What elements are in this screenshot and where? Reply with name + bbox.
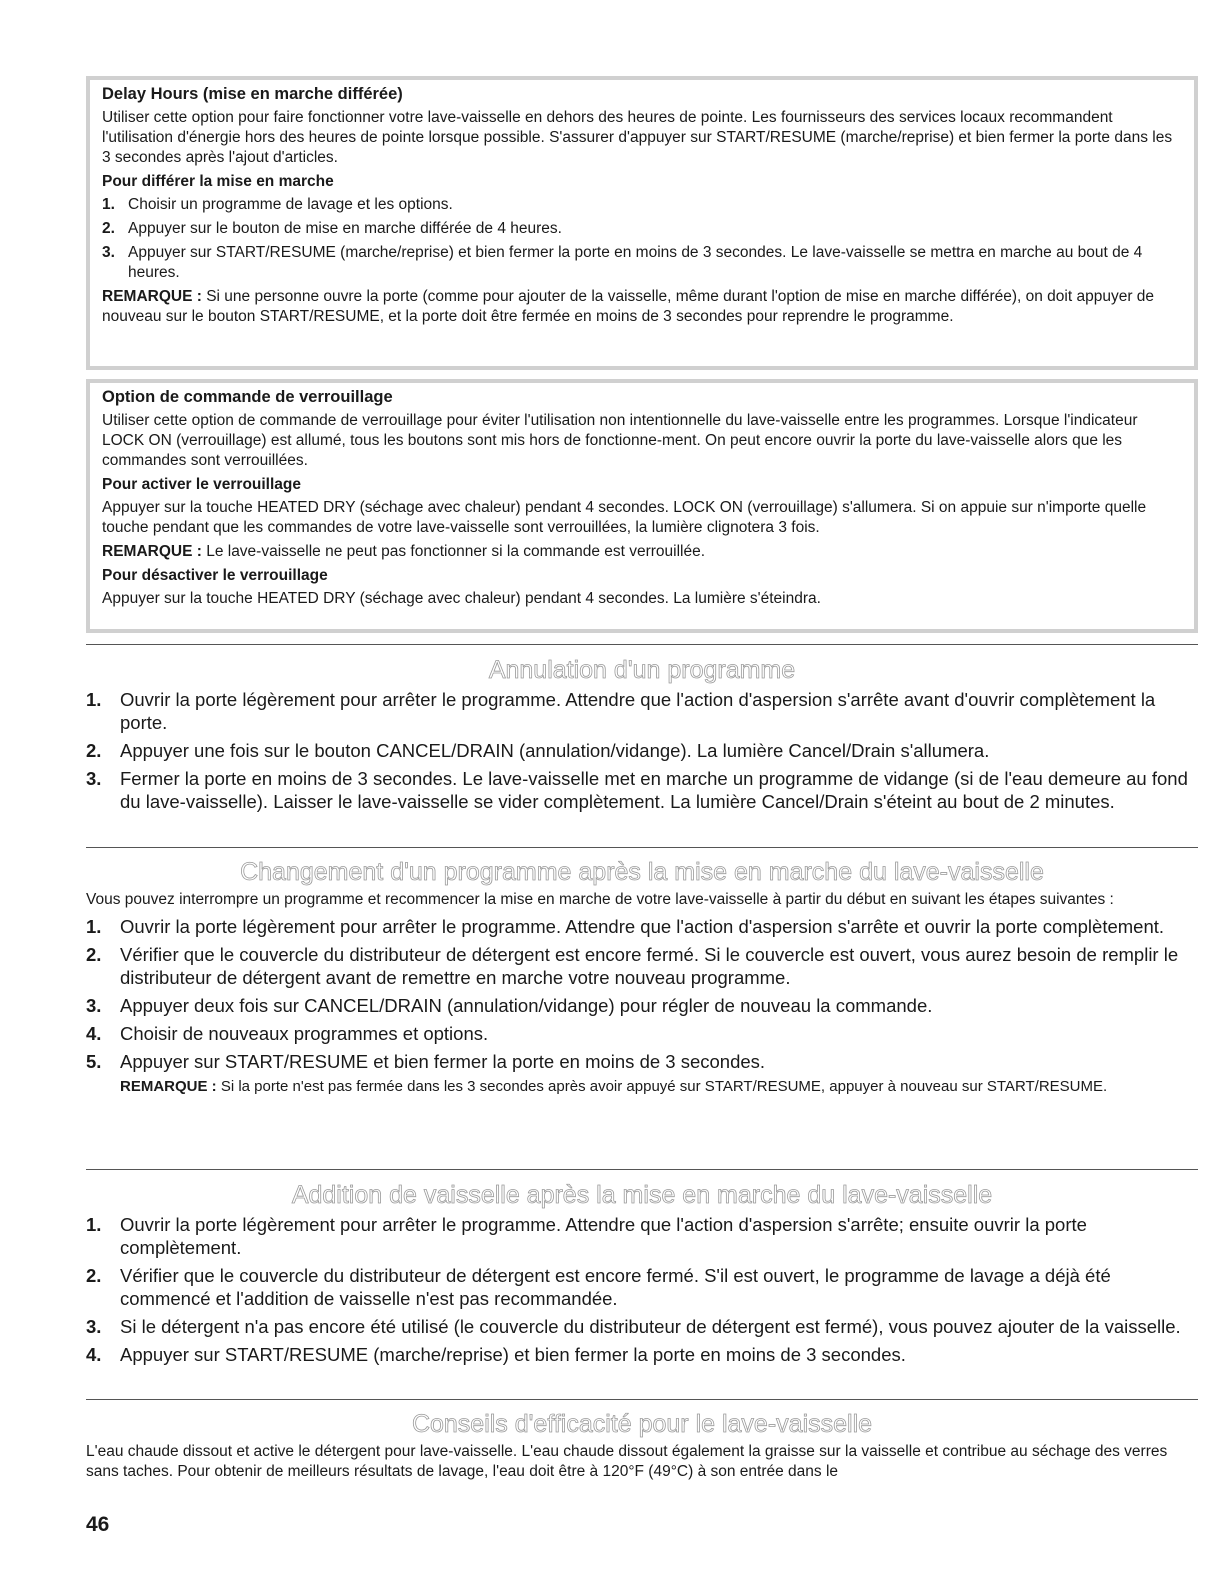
list-item: 4. Choisir de nouveaux programmes et options.	[86, 1023, 489, 1044]
divider	[86, 1169, 1198, 1170]
list-item: 3. Fermer la porte en moins de 3 secondes. Le lave-vaisselle met en marche un programme de vidange (si de l'eau demeure au fond du lave-vaisselle). Laisser le lave-vaisselle se vider complètement. La lumière Cancel/Drain s'éteint au bout de 2 minutes.	[86, 768, 1188, 812]
lock-note: REMARQUE : Le lave-vaisselle ne peut pas fonctionner si la commande est verrouillée.	[102, 543, 706, 560]
efficiency-tips-section	[86, 1408, 1198, 1487]
page-number: 46	[86, 1513, 110, 1536]
section-heading: Conseils d'efficacité pour le lave-vaisselle	[411, 1410, 873, 1438]
add-dishes-section	[86, 1179, 1198, 1371]
delay-hours-title: Delay Hours (mise en marche différée)	[102, 85, 403, 103]
list-item: 3. Appuyer deux fois sur CANCEL/DRAIN (annulation/vidange) pour régler de nouveau la commande.	[86, 995, 933, 1016]
lock-option-intro: Utiliser cette option de commande de verrouillage pour éviter l'utilisation non intentionnelle du lave-vaisselle entre les programmes. Lorsque l'indicateur LOCK ON (verrouillage) est allumé, tous les boutons sont mis hors de fonctionne-ment. On peut encore ouvrir la porte du lave-vaisselle alors que les commandes sont verrouillées.	[102, 412, 1138, 469]
delay-note: REMARQUE : Si une personne ouvre la porte (comme pour ajouter de la vaisselle, même durant l'option de mise en marche différée), on doit appuyer de nouveau sur le bouton START/RESUME, et la porte doit être fermée en moins de 3 secondes pour reprendre le programme.	[102, 288, 1155, 325]
lock-activate-text: Appuyer sur la touche HEATED DRY (séchage avec chaleur) pendant 4 secondes. LOCK ON (verrouillage) s'allumera. Si on appuie sur n'importe quelle touche pendant que les commandes de votre lave-vaisselle sont verrouillées, la lumière clignotera 3 fois.	[102, 499, 1147, 536]
list-item: 2. Vérifier que le couvercle du distributeur de détergent est encore fermé. Si le couvercle est ouvert, vous aurez besoin de remplir le distributeur de détergent avant de remettre en marche votre nouveau programme.	[86, 944, 1179, 988]
list-item: 1. Choisir un programme de lavage et les options.	[102, 196, 453, 213]
add-steps-list	[86, 1213, 1198, 1366]
divider	[86, 847, 1198, 848]
delay-steps-list	[102, 195, 1180, 283]
list-item: 2. Appuyer sur le bouton de mise en marche différée de 4 heures.	[102, 220, 562, 237]
list-item: 1. Ouvrir la porte légèrement pour arrêter le programme. Attendre que l'action d'aspersion s'arrête et ouvrir la porte complètement.	[86, 916, 1165, 937]
list-item: 4. Appuyer sur START/RESUME (marche/reprise) et bien fermer la porte en moins de 3 secondes.	[86, 1344, 906, 1365]
list-item: 1. Ouvrir la porte légèrement pour arrêter le programme. Attendre que l'action d'aspersion s'arrête; ensuite ouvrir la porte complètement.	[86, 1214, 1087, 1258]
lock-deactivate-text: Appuyer sur la touche HEATED DRY (séchage avec chaleur) pendant 4 secondes. La lumière s'éteindra.	[102, 590, 821, 607]
divider	[86, 1399, 1198, 1400]
cancel-steps-list	[86, 688, 1198, 813]
change-note: REMARQUE : Si la porte n'est pas fermée dans les 3 secondes après avoir appuyé sur START/RESUME, appuyer à nouveau sur START/RESUME.	[120, 1078, 1108, 1095]
list-item: 3. Si le détergent n'a pas encore été utilisé (le couvercle du distributeur de détergent est fermé), vous pouvez ajouter de la vaisselle.	[86, 1316, 1181, 1337]
delay-subtitle: Pour différer la mise en marche	[102, 173, 334, 190]
change-cycle-section	[86, 856, 1198, 1096]
list-item: 5. Appuyer sur START/RESUME et bien fermer la porte en moins de 3 secondes.	[86, 1051, 766, 1072]
list-item: 1. Ouvrir la porte légèrement pour arrêter le programme. Attendre que l'action d'aspersion s'arrête avant d'ouvrir complètement la porte.	[86, 689, 1156, 733]
lock-activate-title: Pour activer le verrouillage	[102, 476, 302, 493]
cancel-cycle-section	[86, 654, 1198, 818]
change-steps-list	[86, 915, 1198, 1073]
section-heading: Annulation d'un programme	[488, 656, 796, 684]
list-item: 3. Appuyer sur START/RESUME (marche/reprise) et bien fermer la porte en moins de 3 secondes. Le lave-vaisselle se mettra en marche au bout de 4 heures.	[102, 244, 1143, 281]
list-item: 2. Appuyer une fois sur le bouton CANCEL/DRAIN (annulation/vidange). La lumière Cancel/Drain s'allumera.	[86, 740, 990, 761]
delay-hours-intro: Utiliser cette option pour faire fonctionner votre lave-vaisselle en dehors des heures de pointe. Les fournisseurs des services locaux recommandent l'utilisation d'énergie hors des heures de pointe lorsque possible. S'assurer d'appuyer sur START/RESUME (marche/reprise) et bien fermer la porte dans les 3 secondes après l'ajout d'articles.	[102, 109, 1173, 166]
delay-hours-box	[86, 76, 1198, 370]
list-item: 2. Vérifier que le couvercle du distributeur de détergent est encore fermé. S'il est ouvert, le programme de lavage a déjà été commencé et l'addition de vaisselle n'est pas recommandée.	[86, 1265, 1111, 1309]
lock-option-title: Option de commande de verrouillage	[102, 388, 393, 406]
section-heading: Addition de vaisselle après la mise en marche du lave-vaisselle	[291, 1181, 993, 1209]
section-heading: Changement d'un programme après la mise en marche du lave-vaisselle	[240, 858, 1044, 886]
lock-option-box	[86, 379, 1198, 633]
divider	[86, 644, 1198, 645]
change-intro: Vous pouvez interrompre un programme et recommencer la mise en marche de votre lave-vaisselle à partir du début en suivant les étapes suivantes :	[86, 891, 1114, 908]
tips-text: L'eau chaude dissout et active le détergent pour lave-vaisselle. L'eau chaude dissout également la graisse sur la vaisselle et contribue au séchage des verres sans taches. Pour obtenir de meilleurs résultats de lavage, l'eau doit être à 120°F (49°C) à son entrée dans le	[86, 1443, 1168, 1480]
lock-deactivate-title: Pour désactiver le verrouillage	[102, 567, 328, 584]
